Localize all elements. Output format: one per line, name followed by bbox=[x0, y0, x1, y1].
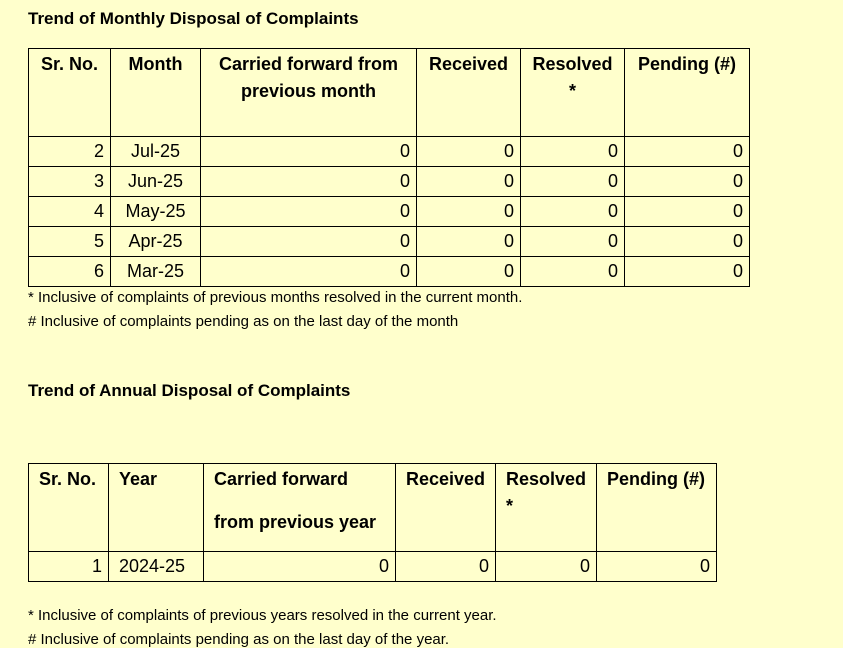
annual-table bbox=[28, 463, 717, 582]
cell-carried-forward: 0 bbox=[201, 257, 417, 287]
cell-pending: 0 bbox=[625, 227, 750, 257]
cell-month: May-25 bbox=[111, 197, 201, 227]
table-row bbox=[29, 257, 750, 287]
table-row bbox=[29, 552, 717, 582]
cell-resolved: 0 bbox=[496, 552, 597, 582]
cell-carried-forward: 0 bbox=[201, 197, 417, 227]
header-carried-forward bbox=[201, 49, 417, 137]
cell-year: 2024-25 bbox=[109, 552, 204, 582]
cell-sr: 4 bbox=[29, 197, 111, 227]
cell-carried-forward: 0 bbox=[201, 167, 417, 197]
table-row bbox=[29, 197, 750, 227]
cell-resolved: 0 bbox=[521, 137, 625, 167]
cell-pending: 0 bbox=[625, 257, 750, 287]
header-resolved-mark: * bbox=[568, 81, 576, 101]
annual-note-pending: # Inclusive of complaints pending as on the last day of the year. bbox=[28, 631, 450, 648]
header-pending: Pending (#) bbox=[597, 464, 717, 552]
cell-resolved: 0 bbox=[521, 227, 625, 257]
cell-received: 0 bbox=[417, 197, 521, 227]
header-carried-forward-line1: Carried forward from bbox=[218, 54, 399, 74]
cell-pending: 0 bbox=[597, 552, 717, 582]
monthly-header-row bbox=[29, 49, 750, 137]
header-year: Year bbox=[109, 464, 204, 552]
monthly-note-resolved: * Inclusive of complaints of previous months resolved in the current month. bbox=[28, 289, 523, 306]
header-pending: Pending (#) bbox=[625, 49, 750, 137]
annual-note-resolved: * Inclusive of complaints of previous years resolved in the current year. bbox=[28, 607, 497, 624]
cell-sr: 1 bbox=[29, 552, 109, 582]
cell-carried-forward: 0 bbox=[201, 227, 417, 257]
header-resolved-label: Resolved bbox=[532, 54, 613, 74]
header-month: Month bbox=[111, 49, 201, 137]
header-received: Received bbox=[396, 464, 496, 552]
cell-sr: 6 bbox=[29, 257, 111, 287]
cell-carried-forward: 0 bbox=[201, 137, 417, 167]
monthly-title: Trend of Monthly Disposal of Complaints bbox=[28, 9, 359, 28]
cell-received: 0 bbox=[417, 137, 521, 167]
cell-month: Jun-25 bbox=[111, 167, 201, 197]
cell-received: 0 bbox=[396, 552, 496, 582]
header-received: Received bbox=[417, 49, 521, 137]
header-sr-no: Sr. No. bbox=[29, 49, 111, 137]
cell-resolved: 0 bbox=[521, 167, 625, 197]
annual-header-row bbox=[29, 464, 717, 552]
cell-sr: 5 bbox=[29, 227, 111, 257]
table-row bbox=[29, 227, 750, 257]
cell-sr: 3 bbox=[29, 167, 111, 197]
header-resolved bbox=[496, 464, 597, 552]
header-carried-forward bbox=[204, 464, 396, 552]
header-carried-forward-line2: from previous year bbox=[214, 512, 377, 532]
cell-pending: 0 bbox=[625, 137, 750, 167]
header-carried-forward-line1: Carried forward bbox=[214, 469, 349, 489]
header-carried-forward-line2: previous month bbox=[240, 81, 376, 101]
cell-sr: 2 bbox=[29, 137, 111, 167]
cell-pending: 0 bbox=[625, 167, 750, 197]
monthly-note-pending: # Inclusive of complaints pending as on the last day of the month bbox=[28, 313, 459, 330]
cell-received: 0 bbox=[417, 167, 521, 197]
cell-month: Apr-25 bbox=[111, 227, 201, 257]
monthly-table bbox=[28, 48, 750, 287]
table-row bbox=[29, 137, 750, 167]
cell-resolved: 0 bbox=[521, 197, 625, 227]
header-resolved-label: Resolved bbox=[506, 469, 587, 489]
cell-month: Jul-25 bbox=[111, 137, 201, 167]
table-row bbox=[29, 167, 750, 197]
cell-carried-forward: 0 bbox=[204, 552, 396, 582]
header-resolved bbox=[521, 49, 625, 137]
header-resolved-mark: * bbox=[506, 496, 514, 516]
cell-resolved: 0 bbox=[521, 257, 625, 287]
cell-month: Mar-25 bbox=[111, 257, 201, 287]
annual-title: Trend of Annual Disposal of Complaints bbox=[28, 381, 351, 400]
header-sr-no: Sr. No. bbox=[29, 464, 109, 552]
cell-pending: 0 bbox=[625, 197, 750, 227]
cell-received: 0 bbox=[417, 227, 521, 257]
cell-received: 0 bbox=[417, 257, 521, 287]
